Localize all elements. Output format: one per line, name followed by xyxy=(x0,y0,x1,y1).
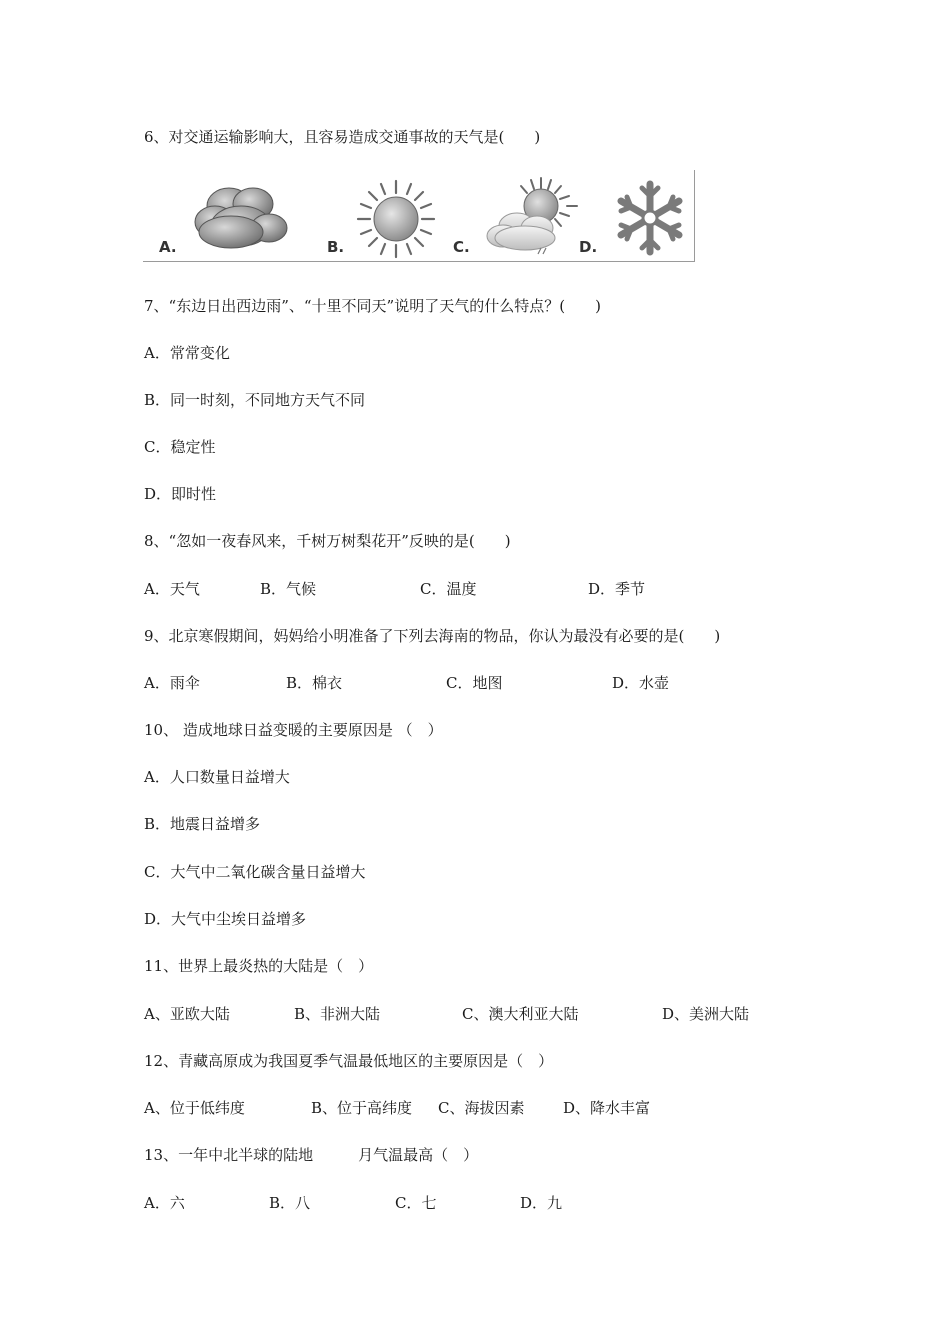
q11-option-b: B、非洲大陆 xyxy=(294,1005,381,1023)
q11-option-c: C、澳大利亚大陆 xyxy=(462,1005,579,1023)
question-8: 8、“忽如一夜春风来，千树万树梨花开”反映的是( ) xyxy=(144,532,511,550)
q11-option-d: D、美洲大陆 xyxy=(662,1005,750,1023)
q9-option-d: D．水壶 xyxy=(612,674,670,692)
cloud-icon xyxy=(191,178,291,256)
question-6: 6、对交通运输影响大，且容易造成交通事故的天气是( ) xyxy=(144,128,541,146)
q9-option-b: B．棉衣 xyxy=(286,674,343,692)
q13-option-d: D．九 xyxy=(520,1194,563,1212)
partly-cloudy-icon xyxy=(483,176,579,256)
q11-option-a: A、亚欧大陆 xyxy=(144,1005,230,1023)
q7-option-c: C．稳定性 xyxy=(144,438,216,456)
q12-option-a: A、位于低纬度 xyxy=(144,1099,245,1117)
option-label-c: C. xyxy=(453,238,470,256)
q9-option-c: C．地图 xyxy=(446,674,503,692)
q10-option-c: C．大气中二氧化碳含量日益增大 xyxy=(144,863,366,881)
q8-option-b: B．气候 xyxy=(260,580,317,598)
q13-option-b: B．八 xyxy=(269,1194,311,1212)
q8-option-c: C．温度 xyxy=(420,580,477,598)
q9-option-a: A．雨伞 xyxy=(144,674,200,692)
snowflake-icon xyxy=(613,178,687,258)
q8-option-a: A．天气 xyxy=(144,580,200,598)
q12-option-c: C、海拔因素 xyxy=(438,1099,525,1117)
option-label-b: B. xyxy=(327,238,345,256)
q7-option-b: B．同一时刻，不同地方天气不同 xyxy=(144,391,366,409)
q8-option-d: D．季节 xyxy=(588,580,646,598)
sun-icon xyxy=(355,178,437,260)
question-7: 7、“东边日出西边雨”、“十里不同天”说明了天气的什么特点？( ) xyxy=(144,297,601,315)
question-10: 10、 造成地球日益变暖的主要原因是 （ ） xyxy=(144,721,443,739)
option-label-a: A. xyxy=(159,238,177,256)
q13-option-c: C．七 xyxy=(395,1194,437,1212)
q7-option-a: A．常常变化 xyxy=(144,344,230,362)
question-11: 11、世界上最炎热的大陆是（ ） xyxy=(144,957,374,975)
question-12: 12、青藏高原成为我国夏季气温最低地区的主要原因是（ ） xyxy=(144,1052,554,1070)
question-9: 9、北京寒假期间，妈妈给小明准备了下列去海南的物品，你认为最没有必要的是( ) xyxy=(144,627,721,645)
q13-option-a: A．六 xyxy=(144,1194,185,1212)
option-label-d: D. xyxy=(579,238,598,256)
q10-option-a: A．人口数量日益增大 xyxy=(144,768,290,786)
q7-option-d: D．即时性 xyxy=(144,485,217,503)
q12-option-b: B、位于高纬度 xyxy=(311,1099,413,1117)
weather-image-strip xyxy=(143,170,695,262)
q10-option-b: B．地震日益增多 xyxy=(144,815,261,833)
question-13: 13、一年中北半球的陆地 月气温最高（ ） xyxy=(144,1146,479,1164)
q12-option-d: D、降水丰富 xyxy=(563,1099,651,1117)
q10-option-d: D．大气中尘埃日益增多 xyxy=(144,910,307,928)
